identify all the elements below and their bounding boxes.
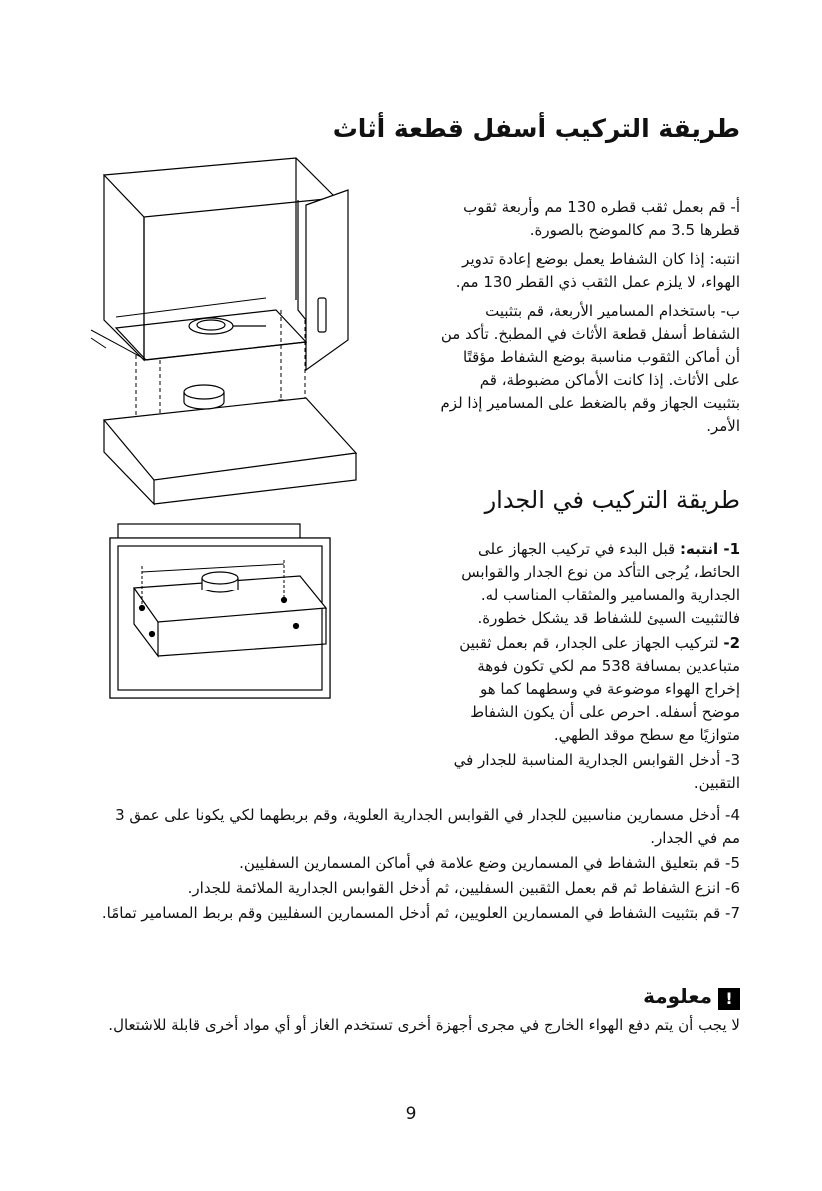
info-title: معلومة [643, 984, 712, 1008]
page-number: 9 [405, 1104, 417, 1124]
step-2-label: 2- [723, 634, 740, 652]
step-2 [438, 632, 740, 747]
step-1-label: 1- انتبه: [679, 540, 740, 558]
step-1-text: قبل البدء في تركيب الجهاز على الحائط، يُرجى التأكد من نوع الجدار والقوابس الجدارية والمسامير والمثقاب المناسب له. فالتثبيت السيئ للشفاط قد يشكل خطورة. [461, 540, 740, 627]
cabinet-installation-diagram [86, 170, 356, 510]
instruction-a: أ- قم بعمل ثقب قطره 130 مم وأربعة ثقوب قطرها 3.5 مم كالموضح بالصورة. [463, 198, 740, 239]
info-header [96, 984, 740, 1010]
section2-text-lower [96, 804, 740, 925]
recirculation-note: انتبه: إذا كان الشفاط يعمل بوضع إعادة تدوير الهواء، لا يلزم عمل الثقب ذي القطر 130 مم. [455, 250, 740, 291]
step-5: 5- قم بتعليق الشفاط في المسمارين وضع علامة في أماكن المسمارين السفليين. [239, 854, 740, 872]
wall-installation-diagram [110, 516, 370, 706]
section1-text [440, 196, 740, 438]
instruction-b: ب- باستخدام المسامير الأربعة، قم بتثبيت الشفاط أسفل قطعة الأثاث في المطبخ. تأكد من أن أماكن الثقوب مناسبة بوضع الشفاط مؤقتًا على الأثاث. إذا كانت الأماكن مضبوطة، قم بتثبيت الجهاز وقم بالضغط على المسامير إذا لزم الأمر. [440, 302, 740, 435]
section-title-under-cabinet: طريقة التركيب أسفل قطعة أثاث [332, 114, 740, 143]
step-6: 6- انزع الشفاط ثم قم بعمل الثقبين السفليين، ثم أدخل القوابس الجدارية الملائمة للجدار. [187, 879, 740, 897]
section2-text-upper [438, 538, 740, 795]
info-box [96, 984, 740, 1037]
section-title-wall: طريقة التركيب في الجدار [484, 486, 740, 514]
step-1 [438, 538, 740, 630]
step-7: 7- قم بتثبيت الشفاط في المسمارين العلويين، ثم أدخل المسمارين السفليين وقم بربط المسامير تمامًا. [101, 904, 740, 922]
warning-icon: ! [718, 988, 740, 1010]
info-text: لا يجب أن يتم دفع الهواء الخارج في مجرى أجهزة أخرى تستخدم الغاز أو أي مواد أخرى قابلة للاشتعال. [108, 1015, 740, 1034]
step-3: 3- أدخل القوابس الجدارية المناسبة للجدار في التقبين. [453, 751, 740, 792]
step-2-text: لتركيب الجهاز على الجدار، قم بعمل ثقبين متباعدين بمسافة 538 مم لكي تكون فوهة إخراج الهواء موضوعة في وسطهما كما هو موضح أسفله. احرص على أن يكون الشفاط متوازيًا مع سطح موقد الطهي. [459, 634, 740, 744]
step-4: 4- أدخل مسمارين مناسبين للجدار في القوابس الجدارية العلوية، وقم بربطهما لكي يكونا على عمق 3 مم في الجدار. [115, 806, 740, 847]
